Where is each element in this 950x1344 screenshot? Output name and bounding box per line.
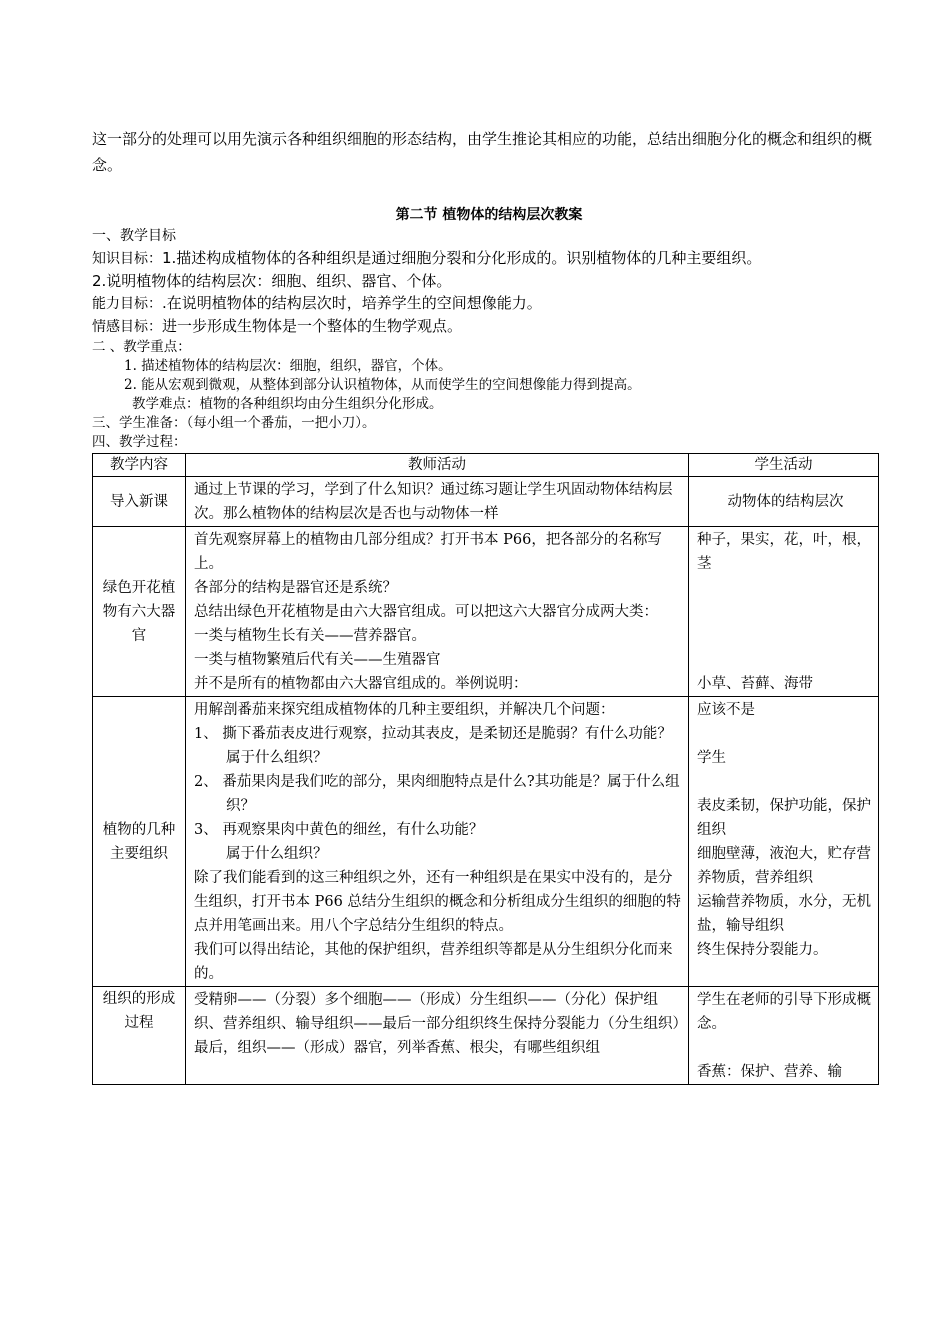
teaching-process-table <box>92 453 879 1085</box>
row3-student-line: 应该不是 <box>697 702 755 718</box>
row3-paragraph-2: 我们可以得出结论，其他的保护组织，营养组织等都是从分生组织分化而来的。 <box>194 942 673 982</box>
table-row <box>93 987 879 1085</box>
row1-content: 导入新课 <box>93 477 186 527</box>
row1-student: 动物体的结构层次 <box>689 477 879 527</box>
key-point-1: 1. 描述植物体的结构层次：细胞，组织，器官，个体。 <box>124 358 452 374</box>
header-student: 学生活动 <box>689 454 879 477</box>
emotion-goal: 进一步形成生物体是一个整体的生物学观点。 <box>162 317 463 335</box>
table-row <box>93 527 879 697</box>
row2-teacher-line: 一类与植物繁殖后代有关——生殖器官 <box>194 652 441 668</box>
row2-teacher-line: 一类与植物生长有关——营养器官。 <box>194 628 426 644</box>
row3-student-line: 细胞壁薄，液泡大，贮存营养物质，营养组织 <box>697 846 871 886</box>
spacer <box>697 1036 874 1060</box>
row2-student-examples: 小草、苔藓、海带 <box>697 676 813 692</box>
row4-student-line: 香蕉：保护、营养、输 <box>697 1064 842 1080</box>
row4-student <box>689 987 879 1085</box>
row3-question-3: 3、 再观察果肉中黄色的细丝，有什么功能？ <box>194 822 484 838</box>
row3-student-line: 运输营养物质，水分，无机盐，输导组织 <box>697 894 871 934</box>
row1-teacher: 通过上节课的学习，学到了什么知识？通过练习题让学生巩固动物体结构层次。那么植物体的结构层次是否也与动物体一样 <box>186 477 689 527</box>
section-key-points: 二 、教学重点： <box>92 339 191 355</box>
row3-student-line: 表皮柔韧，保护功能，保护组织 <box>697 798 871 838</box>
knowledge-goal-line <box>92 247 878 270</box>
document-page <box>92 126 878 1085</box>
row3-student <box>689 697 879 987</box>
spacer <box>697 770 874 794</box>
row2-teacher-line: 各部分的结构是器官还是系统？ <box>194 580 397 596</box>
table-row <box>93 697 879 987</box>
spacer <box>697 576 874 672</box>
intro-paragraph: 这一部分的处理可以用先演示各种组织细胞的形态结构，由学生推论其相应的功能，总结出细胞分化的概念和组织的概念。 <box>92 130 873 174</box>
knowledge-goal-label: 知识目标： <box>92 251 162 267</box>
knowledge-goal-1: 1.描述构成植物体的各种组织是通过细胞分裂和分化形成的。识别植物体的几种主要组织。 <box>162 249 762 267</box>
row2-student-organs: 种子，果实，花，叶，根，茎 <box>697 532 871 572</box>
row2-teacher-line: 并不是所有的植物都由六大器官组成的。举例说明： <box>194 676 528 692</box>
section-teaching-goals: 一、教学目标 <box>92 228 176 244</box>
row2-teacher-line: 总结出绿色开花植物是由六大器官组成。可以把这六大器官分成两大类： <box>194 604 658 620</box>
row2-teacher-line: 首先观察屏幕上的植物由几部分组成？打开书本 P66，把各部分的名称写上。 <box>194 532 662 572</box>
row4-teacher <box>186 987 689 1085</box>
ability-goal-line <box>92 292 878 315</box>
header-content: 教学内容 <box>93 454 186 477</box>
row3-paragraph-1: 除了我们能看到的这三种组织之外，还有一种组织是在果实中没有的，是分生组织，打开书本 P66 总结分生组织的概念和分析组成分生组织的细胞的特点并用笔画出来。用八个字总结分生组织的特点。 <box>194 870 681 934</box>
row3-student-line: 终生保持分裂能力。 <box>697 942 828 958</box>
row3-question-2: 2、 番茄果肉是我们吃的部分，果肉细胞特点是什么?其功能是？属于什么组织？ <box>194 774 680 814</box>
row3-teacher <box>186 697 689 987</box>
table-header-row <box>93 454 879 477</box>
spacer <box>697 722 874 746</box>
row3-teacher-intro: 用解剖番茄来探究组成植物体的几种主要组织，并解决几个问题： <box>194 702 615 718</box>
teaching-difficulty: 教学难点：植物的各种组织均由分生组织分化形成。 <box>132 396 443 412</box>
section-teaching-process: 四、教学过程： <box>92 434 187 450</box>
header-teacher: 教师活动 <box>186 454 689 477</box>
row4-teacher-line: 受精卵——（分裂）多个细胞——（形成）分生组织——（分化）保护组织、营养组织、输导组织——最后一部分组织终生保持分裂能力（分生组织） <box>194 992 687 1032</box>
lesson-title: 第二节 植物体的结构层次教案 <box>395 207 583 223</box>
emotion-goal-label: 情感目标： <box>92 319 162 335</box>
row3-question-3-sub: 属于什么组织？ <box>226 846 328 862</box>
row4-student-line: 学生在老师的引导下形成概念。 <box>697 992 871 1032</box>
knowledge-goal-2: 2.说明植物体的结构层次：细胞、组织、器官、个体。 <box>92 272 452 290</box>
row2-student <box>689 527 879 697</box>
row3-question-1: 1、 撕下番茄表皮进行观察，拉动其表皮，是柔韧还是脆弱？有什么功能？属于什么组织？ <box>194 726 672 766</box>
ability-goal-label: 能力目标： <box>92 296 162 312</box>
key-point-2: 2. 能从宏观到微观，从整体到部分认识植物体，从而使学生的空间想像能力得到提高。 <box>124 377 641 393</box>
row4-content: 组织的形成过程 <box>93 987 186 1085</box>
row2-teacher <box>186 527 689 697</box>
table-row <box>93 477 879 527</box>
section-student-prep: 三、学生准备：（每小组一个番茄，一把小刀）。 <box>92 415 376 431</box>
emotion-goal-line <box>92 315 878 338</box>
row3-student-line: 学生 <box>697 750 726 766</box>
row4-teacher-line: 最后，组织——（形成）器官，列举香蕉、根尖，有哪些组织组 <box>194 1040 600 1056</box>
ability-goal: .在说明植物体的结构层次时，培养学生的空间想像能力。 <box>162 294 542 312</box>
row2-content: 绿色开花植物有六大器官 <box>93 527 186 697</box>
row3-content: 植物的几种主要组织 <box>93 697 186 987</box>
